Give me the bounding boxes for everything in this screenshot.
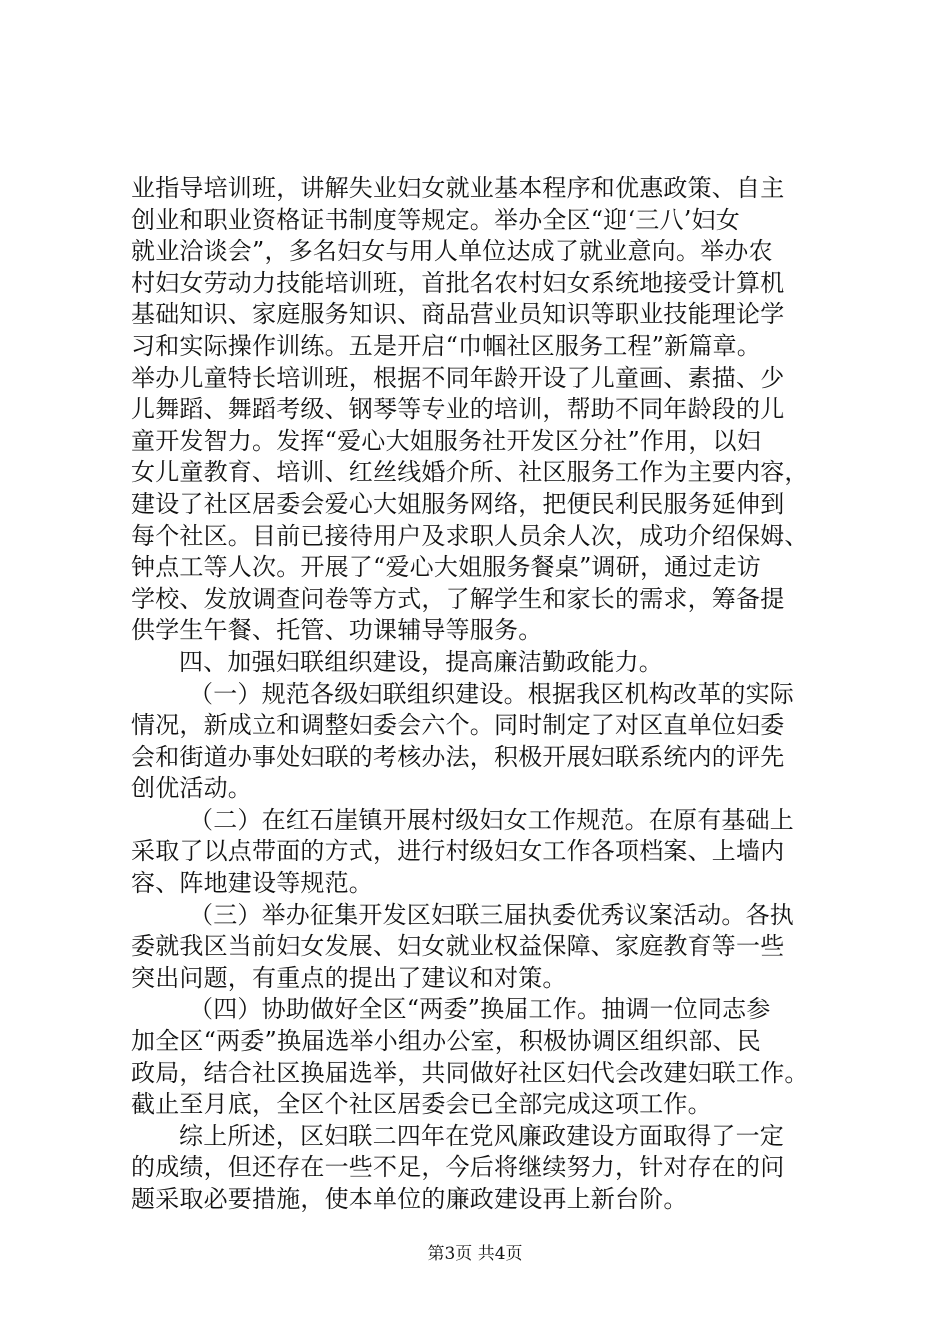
text-line: 举办儿童特长培训班，根据不同年龄开设了儿童画、素描、少: [131, 363, 785, 392]
text-line: 村妇女劳动力技能培训班，首批名农村妇女系统地接受计算机: [131, 268, 785, 297]
text-line: 的成绩，但还存在一些不足，今后将继续努力，针对存在的问: [131, 1153, 785, 1182]
text-line: 钟点工等人次。开展了“爱心大姐服务餐桌”调研，通过走访: [131, 553, 761, 582]
paragraph-start-line: （四）协助做好全区“两委”换届工作。抽调一位同志参: [189, 995, 771, 1024]
page-number-footer: 第3页 共4页: [427, 1244, 523, 1264]
paragraph-start-line: 综上所述，区妇联二四年在党风廉政建设方面取得了一定: [179, 1121, 784, 1150]
text-line: 儿舞蹈、舞蹈考级、钢琴等专业的培训，帮助不同年龄段的儿: [131, 395, 785, 424]
text-line: 委就我区当前妇女发展、妇女就业权益保障、家庭教育等一些: [131, 932, 785, 961]
text-line: 创优活动。: [131, 774, 252, 803]
text-line: 情况，新成立和调整妇委会六个。同时制定了对区直单位妇委: [131, 711, 785, 740]
text-line: 每个社区。目前已接待用户及求职人员余人次，成功介绍保姆、: [131, 521, 809, 550]
text-line: 创业和职业资格证书制度等规定。举办全区“迎‘三八’妇女: [131, 205, 740, 234]
text-line: 政局，结合社区换届选举，共同做好社区妇代会改建妇联工作。: [131, 1058, 809, 1087]
text-line: 会和街道办事处妇联的考核办法，积极开展妇联系统内的评先: [131, 742, 785, 771]
text-line: 截止至月底，全区个社区居委会已全部完成这项工作。: [131, 1090, 712, 1119]
text-line: 容、阵地建设等规范。: [131, 869, 373, 898]
paragraph-start-line: （三）举办征集开发区妇联三届执委优秀议案活动。各执: [189, 900, 794, 929]
text-line: 加全区“两委”换届选举小组办公室，积极协调区组织部、民: [131, 1027, 761, 1056]
paragraph-start-line: （二）在红石崖镇开展村级妇女工作规范。在原有基础上: [189, 805, 794, 834]
text-line: 供学生午餐、托管、功课辅导等服务。: [131, 616, 543, 645]
text-line: 童开发智力。发挥“爱心大姐服务社开发区分社”作用，以妇: [131, 426, 761, 455]
text-line: 采取了以点带面的方式，进行村级妇女工作各项档案、上墙内: [131, 837, 785, 866]
section-heading: 四、加强妇联组织建设，提高廉洁勤政能力。: [179, 647, 663, 676]
text-line: 突出问题，有重点的提出了建议和对策。: [131, 963, 567, 992]
text-line: 就业洽谈会”，多名妇女与用人单位达成了就业意向。举办农: [131, 237, 773, 266]
document-body: [131, 173, 851, 1216]
text-line: 建设了社区居委会爱心大姐服务网络，把便民利民服务延伸到: [131, 489, 785, 518]
text-line: 业指导培训班，讲解失业妇女就业基本程序和优惠政策、自主: [131, 174, 785, 202]
text-line: 习和实际操作训练。五是开启“巾帼社区服务工程”新篇章。: [131, 331, 761, 360]
text-line: 基础知识、家庭服务知识、商品营业员知识等职业技能理论学: [131, 300, 785, 329]
text-line: 女儿童教育、培训、红丝线婚介所、社区服务工作为主要内容，: [131, 458, 809, 487]
paragraph-start-line: （一）规范各级妇联组织建设。根据我区机构改革的实际: [189, 679, 794, 708]
text-line: 题采取必要措施，使本单位的廉政建设再上新台阶。: [131, 1185, 688, 1213]
text-line: 学校、发放调查问卷等方式，了解学生和家长的需求，筹备提: [131, 584, 785, 613]
